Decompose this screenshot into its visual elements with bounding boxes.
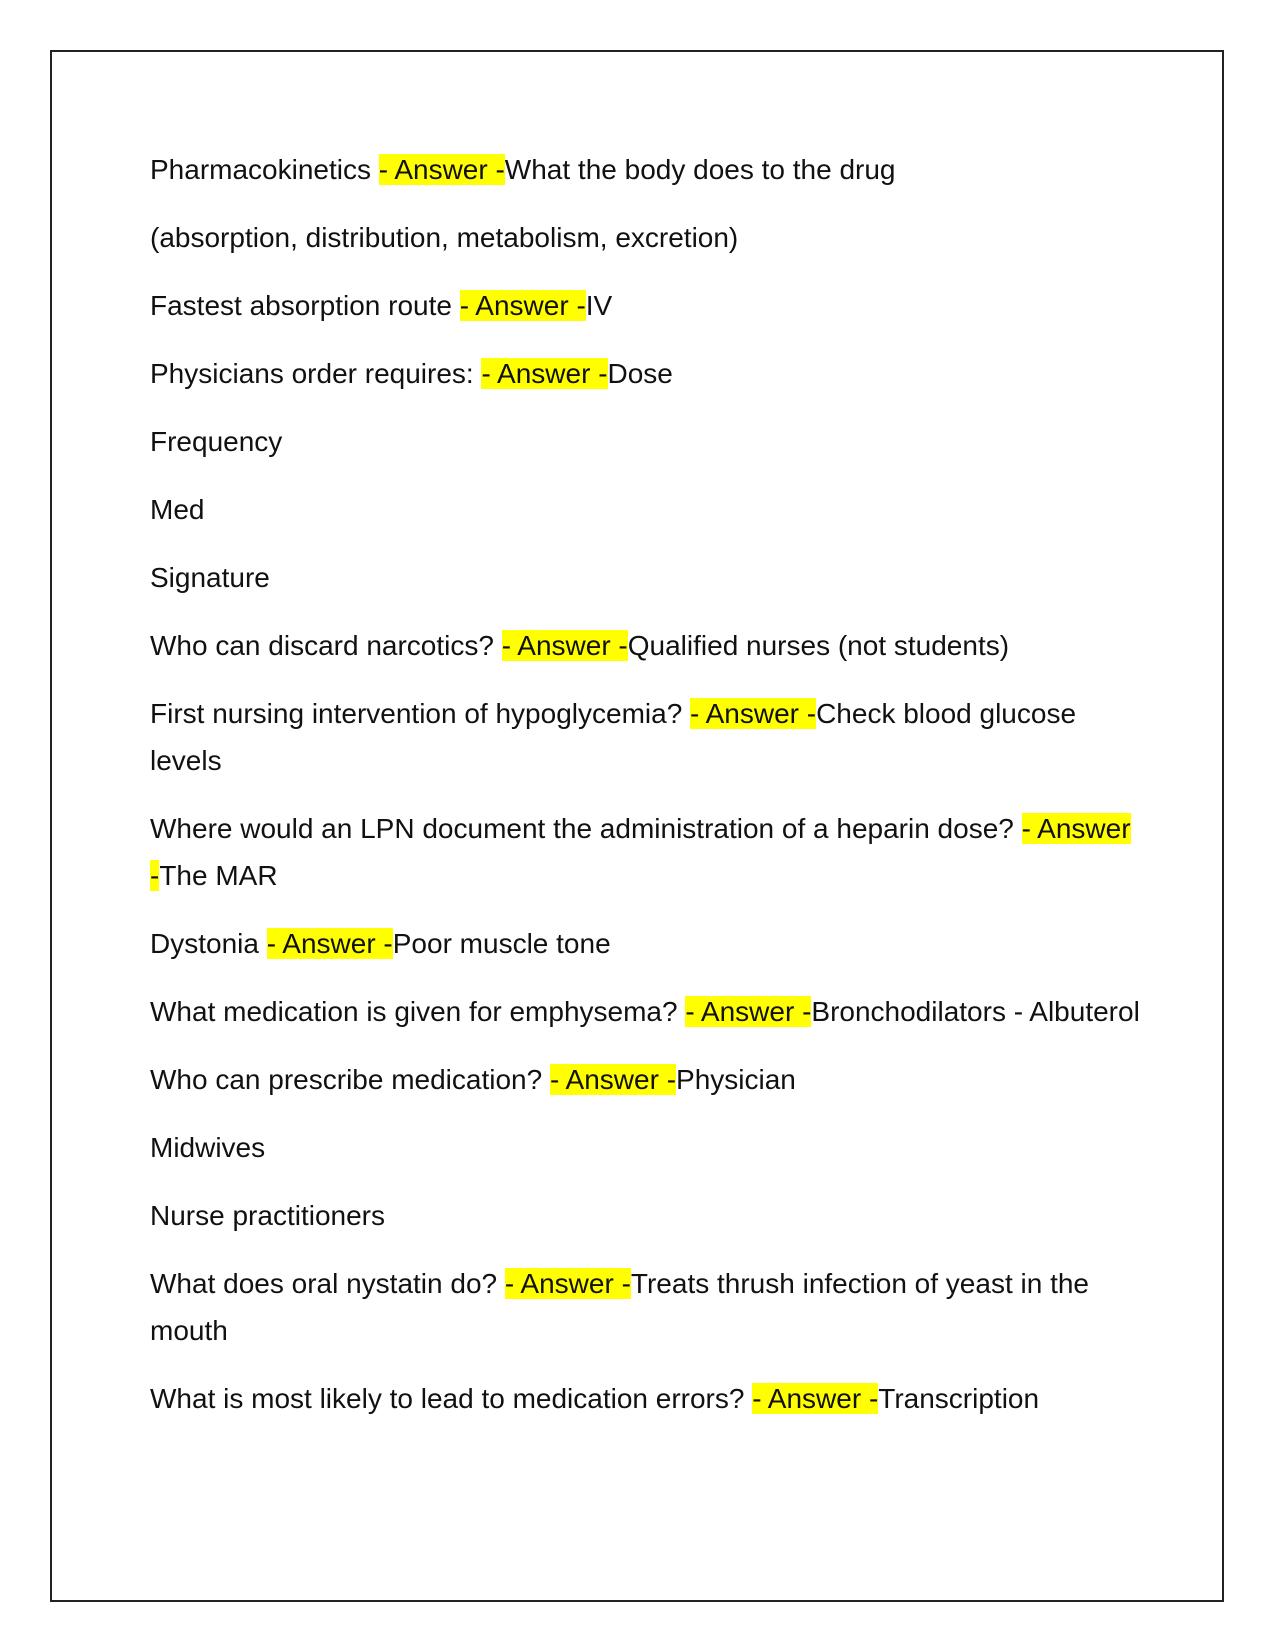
continuation-line: (absorption, distribution, metabolism, excretion)	[150, 222, 739, 253]
document-body	[150, 146, 1140, 1443]
question-text: Who can discard narcotics?	[150, 630, 502, 661]
answer-marker: - Answer -	[752, 1383, 879, 1414]
question-text: What does oral nystatin do?	[150, 1268, 505, 1299]
continuation-line: Med	[150, 494, 205, 525]
question-text: Pharmacokinetics	[150, 154, 379, 185]
question-text: First nursing intervention of hypoglycemia?	[150, 698, 691, 729]
question-text: Physicians order requires:	[150, 358, 482, 389]
answer-marker: - Answer -	[501, 630, 628, 661]
qa-emphysema	[150, 988, 1140, 1035]
qa-discard-narcotics	[150, 622, 1140, 669]
answer-text: The MAR	[159, 860, 278, 891]
answer-text: What the body does to the drug	[504, 154, 896, 185]
answer-marker: - Answer -	[378, 154, 505, 185]
answer-text: Physician	[676, 1064, 796, 1095]
answer-marker: - Answer -	[459, 290, 586, 321]
answer-text: Check blood glucose levels	[150, 698, 1077, 776]
answer-marker: - Answer -	[504, 1268, 631, 1299]
question-text: What is most likely to lead to medication errors?	[150, 1383, 753, 1414]
answer-text: IV	[585, 290, 613, 321]
qa-nystatin	[150, 1260, 1140, 1354]
qa-heparin-documentation	[150, 805, 1140, 899]
continuation-line: Signature	[150, 562, 270, 593]
qa-medication-errors	[150, 1375, 1140, 1422]
question-text: Fastest absorption route	[150, 290, 460, 321]
continuation-line: Nurse practitioners	[150, 1200, 385, 1231]
question-text: Who can prescribe medication?	[150, 1064, 550, 1095]
answer-marker: - Answer -	[549, 1064, 677, 1095]
continuation-line: Frequency	[150, 426, 283, 457]
question-text: Dystonia	[150, 928, 267, 959]
continuation-line: Midwives	[150, 1132, 266, 1163]
answer-marker: - Answer -	[685, 996, 812, 1027]
qa-dystonia	[150, 920, 1140, 967]
answer-text: Bronchodilators - Albuterol	[811, 996, 1140, 1027]
question-text: Where would an LPN document the administration of a heparin dose?	[150, 813, 1022, 844]
answer-text: Dose	[607, 358, 673, 389]
qa-absorption-route	[150, 282, 1140, 329]
answer-marker: - Answer -	[266, 928, 393, 959]
question-text: What medication is given for emphysema?	[150, 996, 686, 1027]
answer-text: Treats thrush infection of yeast in the mouth	[150, 1268, 1089, 1346]
answer-marker: - Answer -	[481, 358, 608, 389]
qa-prescribe	[150, 1056, 1140, 1103]
answer-marker: - Answer -	[150, 813, 1131, 891]
answer-marker: - Answer -	[690, 698, 817, 729]
answer-text: Transcription	[878, 1383, 1040, 1414]
qa-hypoglycemia	[150, 690, 1140, 784]
answer-text: Poor muscle tone	[392, 928, 611, 959]
qa-physicians-order	[150, 350, 1140, 397]
qa-pharmacokinetics	[150, 146, 1140, 193]
answer-text: Qualified nurses (not students)	[627, 630, 1010, 661]
